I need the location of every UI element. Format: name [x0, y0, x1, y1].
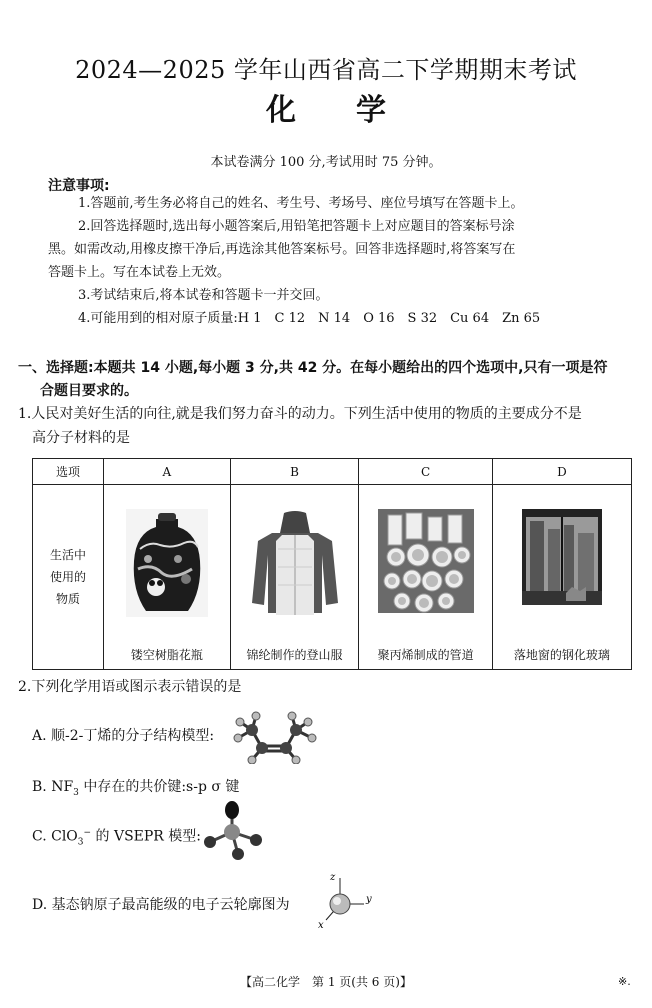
q2-option-c — [32, 822, 201, 854]
pipes-image — [378, 509, 474, 613]
exam-intro: 本试卷满分 100 分,考试用时 75 分钟。 — [210, 155, 442, 170]
option-a-cell — [104, 485, 231, 670]
page-footer: 【高二化学 第 1 页(共 6 页)】 — [240, 975, 412, 989]
butene-model-image — [230, 708, 322, 764]
option-d-caption: 落地窗的钢化玻璃 — [513, 648, 610, 662]
notice-item-2-cont: 黑。如需改动,用橡皮擦干净后,再选涂其他答案标号。回答非选择题时,将答案写在 — [48, 242, 516, 257]
jacket-image — [250, 509, 340, 621]
notice-item-2-end: 答题卡上。写在本试卷上无效。 — [48, 265, 231, 280]
subject-title: 化学 — [266, 93, 446, 128]
exam-title: 2024—2025 学年山西省高二下学期期末考试 — [75, 56, 577, 84]
row-label-line-3: 物质 — [55, 592, 80, 606]
q2-option-a: A. 顺-2-丁烯的分子结构模型: — [32, 728, 215, 744]
option-b-cell — [230, 485, 359, 670]
vase-image — [126, 509, 208, 617]
q2-stem: 2.下列化学用语或图示表示错误的是 — [18, 679, 242, 695]
notice-item-1: 1.答题前,考生务必将自己的姓名、考生号、考场号、座位号填写在答题卡上。 — [78, 196, 524, 211]
option-c-subscript: 3 — [77, 837, 84, 848]
axis-y-label: y — [366, 894, 372, 905]
axis-x-label: x — [318, 920, 324, 931]
option-c-cell — [359, 485, 492, 670]
option-c-prefix: C. ClO — [32, 828, 78, 845]
q1-options-table — [32, 458, 632, 670]
option-b-label: B — [230, 459, 359, 485]
option-b-prefix: B. NF — [32, 779, 74, 795]
option-b-caption: 锦纶制作的登山服 — [246, 648, 343, 662]
corner-mark: ※. — [618, 975, 631, 988]
vsepr-model-image — [200, 800, 268, 862]
option-c-superscript: − — [83, 828, 92, 838]
table-header-label: 选项 — [33, 459, 104, 485]
notice-item-3: 3.考试结束后,将本试卷和答题卡一并交回。 — [78, 288, 329, 303]
notice-heading: 注意事项: — [48, 178, 110, 194]
option-d-label: D — [492, 459, 631, 485]
q1-stem-line-1: 1.人民对美好生活的向往,就是我们努力奋斗的动力。下列生活中使用的物质的主要成分不是 — [18, 406, 582, 422]
section-line-1: 一、选择题:本题共 14 小题,每小题 3 分,共 42 分。在每小题给出的四个选项中,只有一项是符 — [18, 360, 608, 376]
notice-item-4: 4.可能用到的相对原子质量:H 1 C 12 N 14 O 16 S 32 Cu 64 Zn 65 — [78, 311, 541, 326]
q2-option-d: D. 基态钠原子最高能级的电子云轮廓图为 — [32, 897, 290, 913]
orbital-diagram — [312, 870, 376, 932]
row-label-line-1: 生活中 — [49, 548, 86, 562]
notice-item-2: 2.回答选择题时,选出每小题答案后,用铅笔把答题卡上对应题目的答案标号涂 — [78, 219, 515, 234]
option-a-label: A — [104, 459, 231, 485]
row-label-line-2: 使用的 — [49, 570, 86, 584]
axis-z-label: z — [330, 872, 336, 883]
option-a-caption: 镂空树脂花瓶 — [130, 648, 203, 662]
option-c-caption: 聚丙烯制成的管道 — [377, 648, 474, 662]
q1-stem-line-2: 高分子材料的是 — [32, 430, 130, 446]
option-c-label: C — [359, 459, 492, 485]
window-image — [522, 509, 602, 605]
row-label — [33, 485, 104, 670]
option-c-suffix: 的 VSEPR 模型: — [91, 828, 202, 845]
section-heading — [18, 357, 638, 403]
option-b-suffix: 中存在的共价键:s-p σ 键 — [78, 779, 240, 795]
option-b-subscript: 3 — [73, 787, 79, 798]
section-line-2: 合题目要求的。 — [40, 383, 138, 399]
option-d-cell — [492, 485, 631, 670]
